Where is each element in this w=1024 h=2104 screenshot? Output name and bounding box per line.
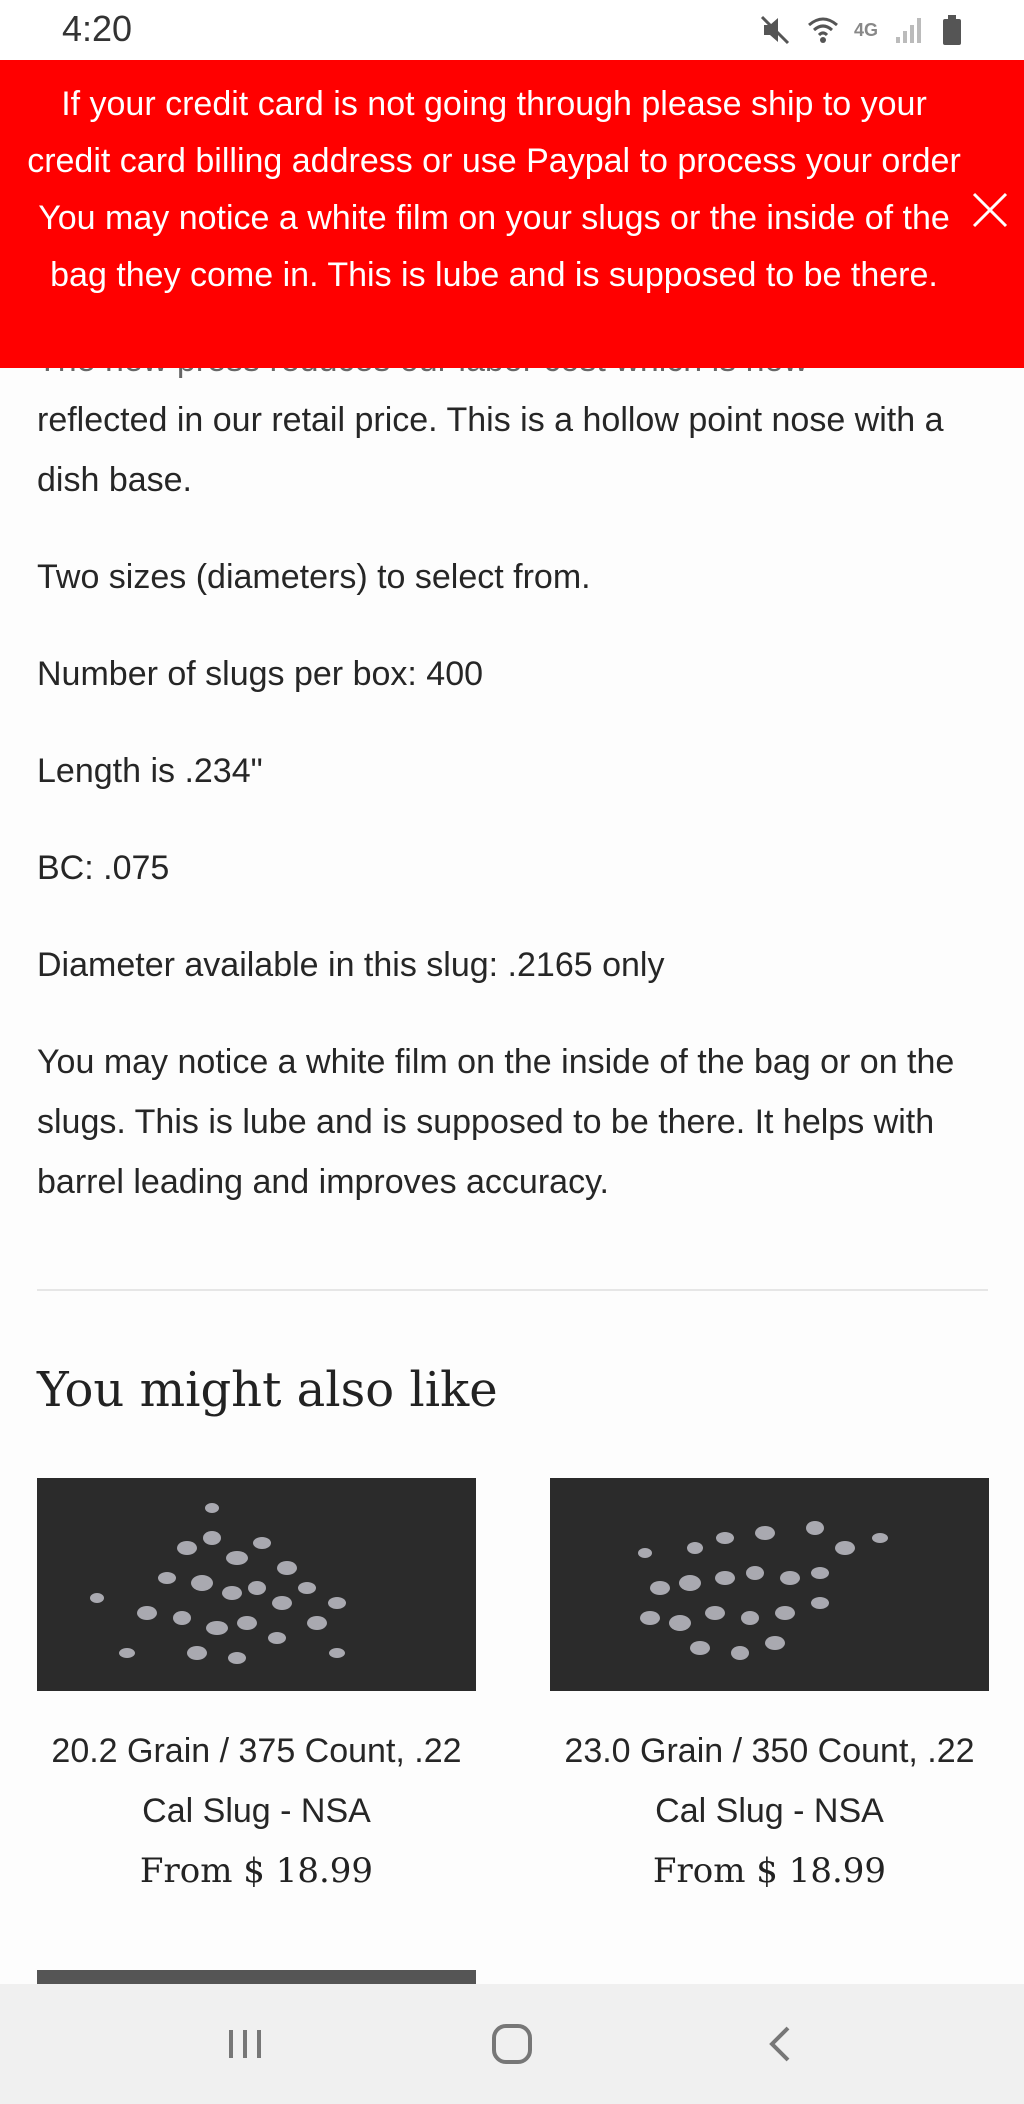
description-para-length: Length is .234" — [37, 752, 263, 790]
description-para-sizes: Two sizes (diameters) to select from. — [37, 558, 591, 596]
description-para-bc: BC: .075 — [37, 849, 170, 887]
description-para-count: Number of slugs per box: 400 — [37, 655, 484, 693]
product-image[interactable] — [550, 1478, 989, 1691]
status-time: 4:20 — [62, 8, 133, 49]
product-name[interactable]: 20.2 Grain / 375 Count, .22 Cal Slug - NSA — [51, 1732, 462, 1830]
product-name[interactable]: 23.0 Grain / 350 Count, .22 Cal Slug - NSA — [564, 1732, 975, 1830]
status-icons — [758, 10, 964, 50]
related-title: You might also like — [37, 1362, 498, 1418]
product-image[interactable] — [37, 1478, 476, 1691]
signal-icon — [892, 13, 926, 47]
home-icon[interactable] — [482, 2014, 542, 2074]
description-para-price: reflected in our retail price. This is a hollow point nose with a dish base. — [37, 401, 944, 499]
product-price: From $ 18.99 — [652, 1851, 887, 1891]
network-label: 4G — [853, 19, 878, 40]
product-price: From $ 18.99 — [139, 1851, 374, 1891]
close-icon[interactable] — [966, 186, 1014, 234]
related-product-image-partial[interactable] — [37, 1970, 476, 1984]
battery-icon — [940, 13, 964, 47]
related-product-card[interactable] — [37, 1478, 476, 1901]
system-nav-bar — [0, 1984, 1024, 2104]
section-divider — [37, 1289, 988, 1291]
description-para-lube: You may notice a white film on the inside of the bag or on the slugs. This is lube and is supposed to be there. It helps with barrel leading and improves accuracy. — [37, 1043, 955, 1201]
related-product-card[interactable] — [550, 1478, 989, 1901]
back-icon[interactable] — [750, 2014, 810, 2074]
recent-apps-icon[interactable] — [215, 2014, 275, 2074]
mute-icon — [758, 13, 792, 47]
announcement-banner — [0, 60, 1024, 368]
wifi-icon — [806, 13, 840, 47]
banner-message-payment: If your credit card is not going through please ship to your credit card billing address or use Paypal to process your order — [27, 85, 961, 180]
banner-message-lube: You may notice a white film on your slugs or the inside of the bag they come in. This is lube and is supposed to be there. — [38, 199, 950, 294]
status-bar — [0, 0, 1024, 60]
product-description — [37, 330, 987, 1249]
description-para-diameter: Diameter available in this slug: .2165 only — [37, 946, 665, 984]
